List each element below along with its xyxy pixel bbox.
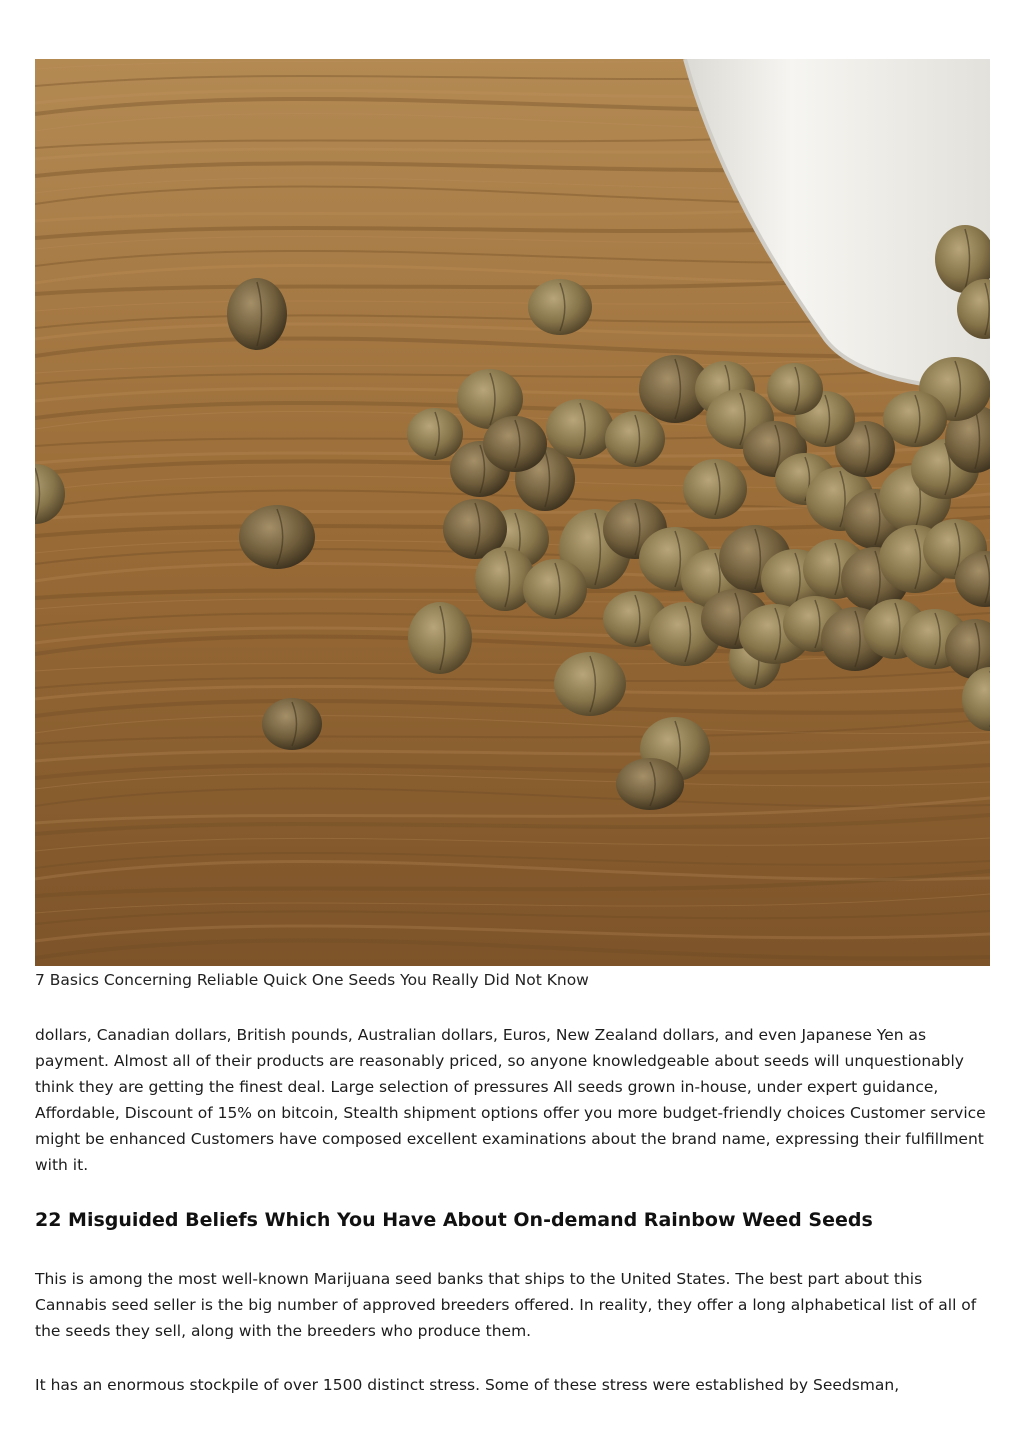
seed [528,279,592,335]
section-heading: 22 Misguided Beliefs Which You Have About On-demand Rainbow Weed Seeds [35,1209,873,1231]
paragraph-stockpile: It has an enormous stockpile of over 1500 distinct stress. Some of these stress were established by Seedsman, [35,1376,900,1394]
image-caption: 7 Basics Concerning Reliable Quick One Seeds You Really Did Not Know [35,971,589,989]
seed [407,408,463,460]
seed [767,363,823,415]
seed [262,698,322,750]
seed [605,411,665,467]
seed [523,559,587,619]
seed [616,758,684,810]
hemp-seeds-photo [35,59,990,966]
seed [546,399,614,459]
seed [483,416,547,472]
paragraph-payment: dollars, Canadian dollars, British pounds, Australian dollars, Euros, New Zealand dollars, and even Japanese Yen as payment. Almost all of their products are reasonably priced, so anyone knowledgeable about seeds will unquestionably think they are getting the finest deal. Large selection of pressures All seeds grown in-house, under expert guidance, Affordable, Discount of 15% on bitcoin, Stealth shipment options offer you more budget-friendly choices Customer service might be enhanced Customers have composed excellent examinations about the brand name, expressing their fulfillment with it. [35,1026,986,1174]
seed [554,652,626,716]
hemp-seeds-photo-illustration [35,59,990,966]
paragraph-seed-bank: This is among the most well-known Marijuana seed banks that ships to the United States. The best part about this Cannabis seed seller is the big number of approved breeders offered. In reality, they offer a long alphabetical list of all of the seeds they sell, along with the breeders who produce them. [35,1270,977,1340]
seed [227,278,287,350]
seed [683,459,747,519]
seed [408,602,472,674]
seed [239,505,315,569]
